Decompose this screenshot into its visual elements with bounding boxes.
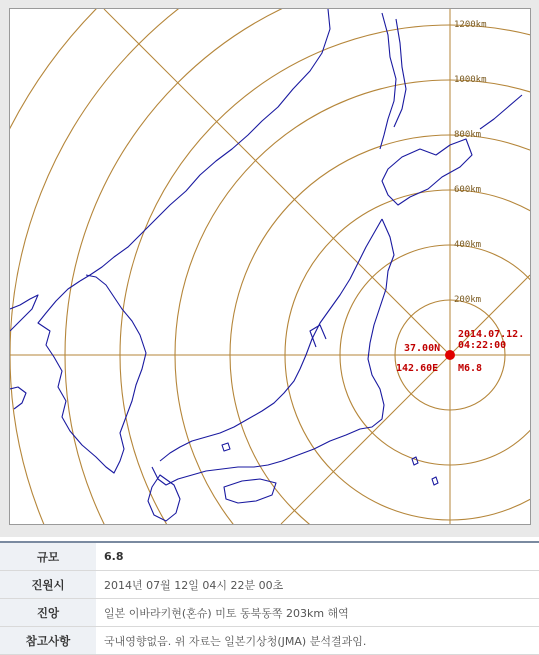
ring-1600km [10, 9, 530, 524]
table-row [0, 599, 539, 627]
ring-1400km [65, 9, 530, 524]
ring-label-200: 200km [454, 295, 482, 305]
origin-time-label: 진원시 [0, 571, 96, 599]
table-row [0, 571, 539, 599]
ring-1800km [10, 9, 530, 524]
ring-label-800: 800km [454, 130, 482, 140]
origin-time-value: 2014년 07월 12일 04시 22분 00초 [96, 571, 539, 599]
ring-labels [454, 20, 487, 305]
ring-label-1000: 1000km [454, 75, 487, 85]
ring-label-600: 600km [454, 185, 482, 195]
epicenter-time: 04:22:00 [458, 340, 507, 351]
epicenter-location-value: 일본 이바라키현(혼슈) 미토 동북동쪽 203km 해역 [96, 599, 539, 627]
ring-1200km [120, 25, 530, 524]
epicenter-location-label: 진앙 [0, 599, 96, 627]
epicenter-marker [445, 350, 455, 360]
table-row [0, 627, 539, 655]
ring-label-400: 400km [454, 240, 482, 250]
diagonal-sw-line [281, 355, 450, 524]
earthquake-details-table [0, 541, 539, 655]
table-row [0, 542, 539, 571]
range-rings [10, 9, 530, 524]
magnitude-label: 규모 [0, 542, 96, 571]
map-canvas [10, 9, 530, 524]
ring-label-1200: 1200km [454, 20, 487, 30]
epicenter-latitude: 37.00N [404, 343, 441, 354]
epicenter-map [9, 8, 531, 525]
epicenter-date: 2014.07.12. [458, 329, 525, 340]
remarks-label: 참고사항 [0, 627, 96, 655]
magnitude-value: 6.8 [96, 542, 539, 571]
epicenter-magnitude: M6.8 [458, 363, 483, 374]
remarks-value: 국내영향없음. 위 자료는 일본기상청(JMA) 분석결과임. [96, 627, 539, 655]
diagonal-nw-line [104, 9, 450, 355]
coastlines [10, 9, 525, 521]
bearing-lines [10, 9, 530, 524]
epicenter-longitude: 142.60E [396, 363, 439, 374]
